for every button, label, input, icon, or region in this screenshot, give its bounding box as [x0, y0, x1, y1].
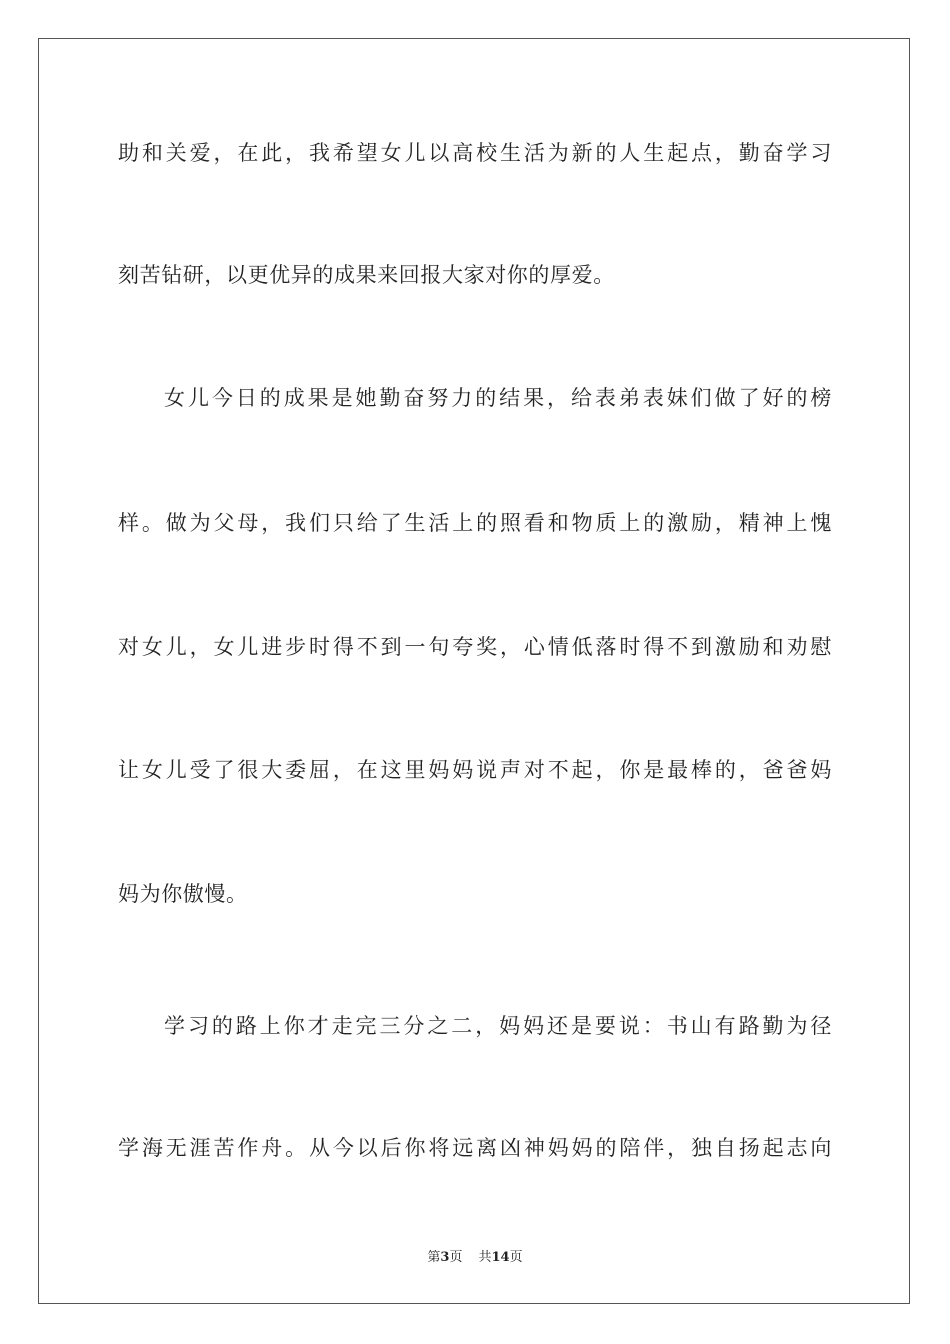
text-line-9: 学海无涯苦作舟。从今以后你将远离凶神妈妈的陪伴，独自扬起志向	[118, 1136, 832, 1160]
text-line-6: 让女儿受了很大委屈，在这里妈妈说声对不起，你是最棒的，爸爸妈	[118, 758, 832, 782]
page-frame	[38, 38, 910, 1304]
text-line-8: 学习的路上你才走完三分之二，妈妈还是要说：书山有路勤为径	[164, 1014, 832, 1038]
total-pages: 14	[491, 1250, 510, 1265]
page-prefix: 第	[427, 1250, 441, 1265]
text-line-4: 样。做为父母，我们只给了生活上的照看和物质上的激励，精神上愧	[118, 511, 832, 535]
text-line-1: 助和关爱，在此，我希望女儿以高校生活为新的人生起点，勤奋学习	[118, 141, 832, 165]
text-line-7: 妈为你傲慢。	[118, 882, 248, 906]
text-line-5: 对女儿，女儿进步时得不到一句夸奖，心情低落时得不到激励和劝慰	[118, 635, 832, 659]
page-number: 3	[440, 1250, 450, 1265]
text-line-2: 刻苦钻研，以更优异的成果来回报大家对你的厚爱。	[118, 263, 615, 287]
total-prefix: 共	[478, 1250, 492, 1265]
page-suffix: 页	[449, 1250, 463, 1265]
total-suffix: 页	[509, 1250, 523, 1265]
page-footer	[0, 1246, 950, 1265]
text-line-3: 女儿今日的成果是她勤奋努力的结果，给表弟表妹们做了好的榜	[164, 386, 832, 410]
